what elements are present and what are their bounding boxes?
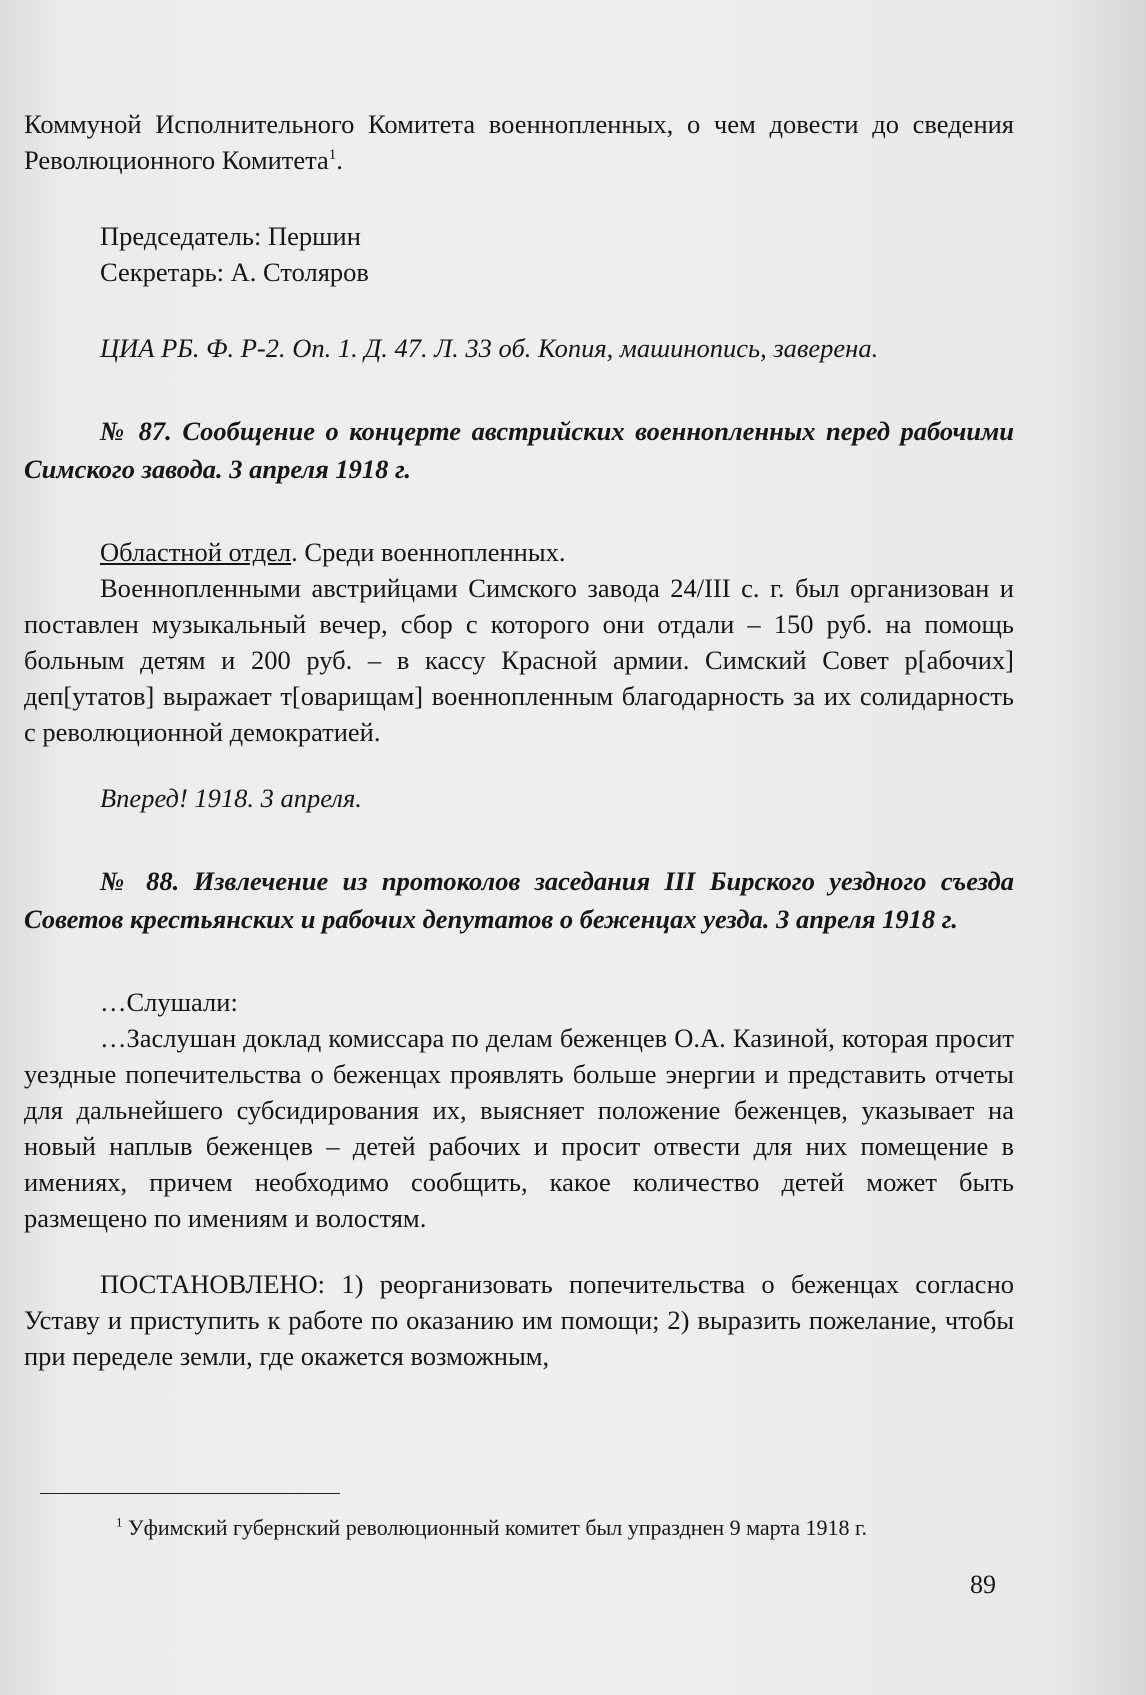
document-heading-87: № 87. Сообщение о концерте австрийских военнопленных перед рабочими Симского завода. 3 апреля 1918 г.: [24, 416, 1014, 484]
signature-secretary: Секретарь: А. Столяров: [100, 257, 369, 287]
paragraph-concert: Военнопленными австрийцами Симского завода 24/III с. г. был организован и поставлен музыкальный вечер, сбор с которого они отдали – 150 руб. на помощь больным детям и 200 руб. – в кассу Красной армии. Симский Совет р[абочих] деп[утатов] выражает т[оварищам] военнопленным благодарность за их солидарность с революционной демократией.: [24, 573, 1014, 747]
paragraph-text: Коммуной Исполнительного Комитета военнопленных, о чем довести до сведения Революционного Комитета: [24, 109, 1014, 175]
section-title: . Среди военнопленных.: [291, 537, 566, 567]
document-heading-88: № 88. Извлечение из протоколов заседания III Бирского уездного съезда Советов крестьянских и рабочих депутатов о беженцах уезда. 3 апреля 1918 г.: [24, 866, 1014, 934]
newspaper-source: Вперед! 1918. 3 апреля.: [100, 783, 362, 813]
paragraph-report: …Заслушан доклад комиссара по делам беженцев О.А. Казиной, которая просит уездные попечительства о беженцах проявлять больше энергии и представить отчеты для дальнейшего субсидирования их, выясняет положение беженцев, указывает на новый наплыв беженцев – детей рабочих и просит отвести для них помещение в имениях, причем необходимо сообщить, какое количество детей может быть размещено по имениям и волостям.: [24, 1023, 1014, 1233]
footnote-mark: 1: [116, 1514, 123, 1530]
paragraph-commune: [24, 106, 1014, 178]
footnote-text: Уфимский губернский революционный комитет был упразднен 9 марта 1918 г.: [128, 1515, 868, 1540]
footnote-reference[interactable]: 1: [328, 147, 337, 164]
archive-source: ЦИА РБ. Ф. Р-2. Оп. 1. Д. 47. Л. 33 об. Копия, машинопись, заверена.: [100, 333, 879, 363]
section-line: [24, 534, 1014, 570]
page-number: 89: [970, 1570, 996, 1599]
page-body: [24, 106, 1014, 1374]
footnote: [40, 1504, 1008, 1552]
heard-label: …Слушали:: [100, 987, 238, 1017]
signature-chairman: Председатель: Першин: [100, 221, 361, 251]
paragraph-end: .: [336, 145, 343, 175]
footnote-divider: [40, 1493, 340, 1494]
paragraph-resolved: ПОСТАНОВЛЕНО: 1) реорганизовать попечительства о беженцах согласно Уставу и приступить к работе по оказанию им помощи; 2) выразить пожелание, чтобы при переделе земли, где окажется возможным,: [24, 1269, 1014, 1371]
section-label: Областной отдел: [100, 537, 292, 567]
